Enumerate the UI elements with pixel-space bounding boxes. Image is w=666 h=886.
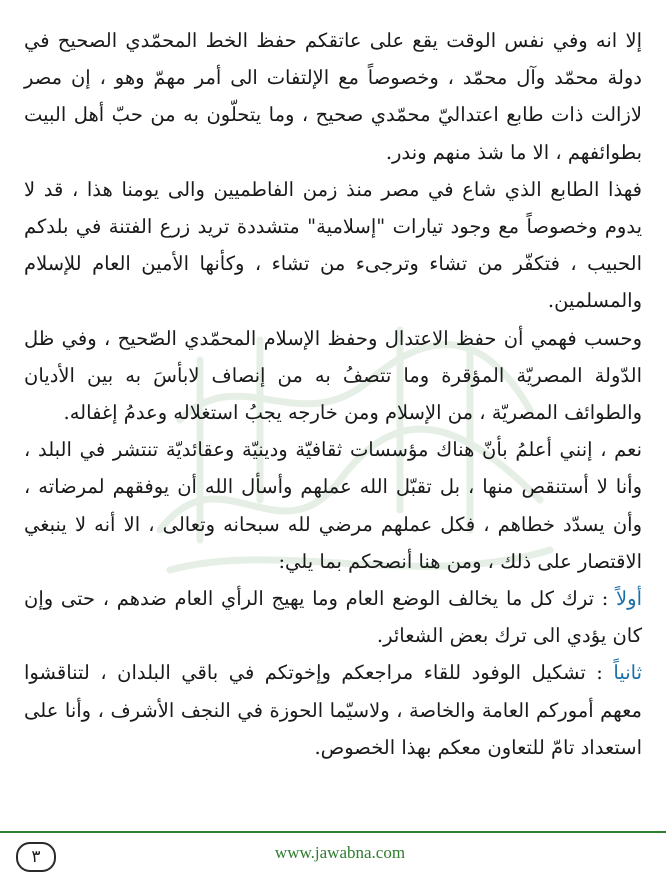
paragraph: إلا انه وفي نفس الوقت يقع على عاتقكم حفظ الخط المحمّدي الصحيح في دولة محمّد وآل محمّد ، وخصوصاً مع الإلتفات الى أمر مهمّ وهو ، إن مصر لازالت ذات طابع اعتداليّ محمّدي صحيح ، وما يتحلّون به من حبّ أهل البيت بطوائفهم ، الا ما شذ منهم وندر.: [24, 29, 642, 164]
website-link[interactable]: www.jawabna.com: [274, 843, 406, 862]
point-text: : تشكيل الوفود للقاء مراجعكم وإخوتكم في باقي البلدان ، لتناقشوا معهم أموركم العامة والخاصة ، ولاسيّما الحوزة في النجف الأشرف ، وأنا على استعداد تامّ للتعاون معكم بهذا الخصوص.: [24, 661, 642, 759]
paragraph: وحسب فهمي أن حفظ الاعتدال وحفظ الإسلام المحمّدي الصّحيح ، وفي ظل الدّولة المصريّة المؤقرة وما تتصفُ به من إنصاف لابأسَ به بين الأديان والطوائف المصريّة ، من الإسلام ومن خارجه يجبُ استغلاله وعدمُ إغفاله.: [24, 326, 642, 425]
footer-divider: [0, 831, 666, 833]
point-item: [24, 580, 642, 654]
point-item: [24, 654, 642, 766]
point-label: أولاً: [616, 587, 643, 611]
page-number: ٣: [16, 842, 56, 872]
paragraph: نعم ، إنني أعلمُ بأنّ هناك مؤسسات ثقافيّة ودينيّة وعقائديّة تنتشر في البلد ، وأنا لا أستنقص منها ، بل تقبّل الله عملهم وأسأل الله أن يوفقهم لمرضاته ، وأن يسدّد خطاهم ، فكل عملهم مرضي لله سبحانه وتعالى ، الا أنه لا ينبغي الاقتصار على ذلك ، ومن هنا أنصحكم بما يلي:: [24, 438, 642, 573]
paragraph: فهذا الطابع الذي شاع في مصر منذ زمن الفاطميين والى يومنا هذا ، قد لا يدوم وخصوصاً مع وجود تيارات "إسلامية" متشددة تريد زرع الفتنة في بلدكم الحبيب ، فتكفّر من تشاء وترجىء من تشاء ، وكأنها الأمين العام للإسلام والمسلمين.: [24, 177, 642, 313]
point-label: ثانياً: [613, 661, 643, 685]
letter-body: [24, 22, 642, 766]
point-text: : ترك كل ما يخالف الوضع العام وما يهيج الرأي العام ضدهم ، حتى وإن كان يؤدي الى ترك بعض الشعائر.: [24, 587, 642, 648]
